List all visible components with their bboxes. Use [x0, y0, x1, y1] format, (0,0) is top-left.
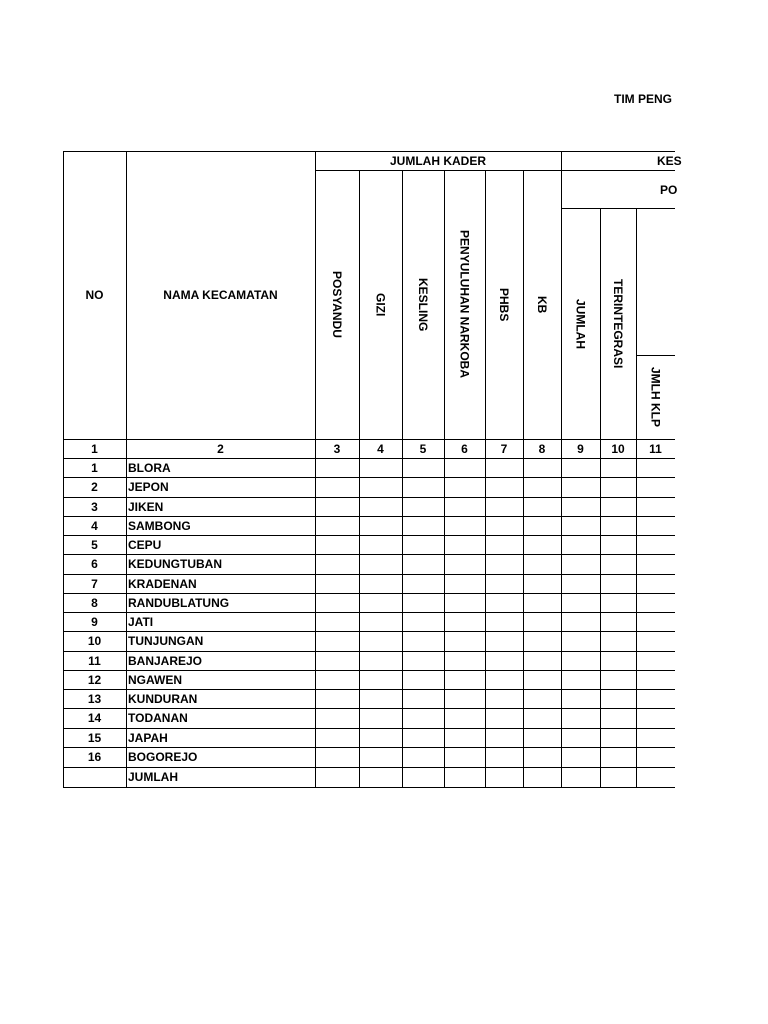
header-kb: KB	[535, 295, 549, 314]
header-kes: KES	[657, 153, 682, 168]
kecamatan-name: KUNDURAN	[128, 691, 198, 706]
kecamatan-name: TODANAN	[128, 710, 188, 725]
row-number: 9	[91, 614, 98, 629]
column-number: 11	[649, 441, 662, 456]
kecamatan-name: JAPAH	[128, 730, 168, 745]
kecamatan-name: NGAWEN	[128, 672, 182, 687]
kecamatan-name: RANDUBLATUNG	[128, 595, 230, 610]
total-label: JUMLAH	[128, 769, 178, 784]
row-number: 14	[87, 710, 102, 725]
header-penyuluhan-narkoba: PENYULUHAN NARKOBA	[457, 230, 472, 379]
header-no: NO	[85, 288, 104, 302]
row-number: 8	[91, 595, 98, 610]
kecamatan-name: KRADENAN	[128, 576, 197, 591]
kecamatan-name: KEDUNGTUBAN	[128, 556, 222, 571]
header-jumlah-kader: JUMLAH KADER	[390, 153, 486, 168]
header-jumlah: JUMLAH	[573, 298, 588, 349]
column-number: 3	[333, 441, 341, 456]
kecamatan-name: JATI	[128, 614, 154, 629]
header-po: PO	[660, 182, 678, 197]
column-number: 1	[91, 441, 98, 456]
header-posyandu: POSYANDU	[330, 271, 344, 338]
kecamatan-name: SAMBONG	[128, 518, 191, 533]
page-title: TIM PENG	[614, 92, 673, 106]
kecamatan-name: CEPU	[128, 537, 162, 552]
kecamatan-name: BANJAREJO	[128, 653, 203, 668]
column-number: 8	[538, 441, 546, 456]
header-phbs: PHBS	[497, 287, 511, 322]
row-number: 6	[91, 556, 98, 571]
kecamatan-name: BOGOREJO	[128, 749, 198, 764]
column-number: 2	[217, 441, 224, 456]
row-number: 3	[91, 499, 98, 514]
row-number: 7	[91, 576, 98, 591]
row-number: 15	[87, 730, 102, 745]
header-jmlh-klp: JMLH KLP	[648, 367, 663, 427]
header-nama-kecamatan: NAMA KECAMATAN	[163, 288, 278, 302]
kecamatan-name: JIKEN	[128, 499, 164, 514]
column-number: 10	[611, 441, 625, 456]
row-number: 10	[87, 633, 102, 648]
column-number: 5	[419, 441, 427, 456]
header-terintegrasi: TERINTEGRASI	[611, 278, 625, 369]
kecamatan-name: JEPON	[128, 479, 169, 494]
row-number: 13	[87, 691, 102, 706]
row-number: 4	[91, 518, 98, 533]
row-number: 1	[91, 460, 98, 475]
row-number: 11	[88, 653, 101, 668]
header-kesling: KESLING	[416, 277, 430, 332]
column-number: 9	[577, 441, 584, 456]
header-gizi: GIZI	[373, 292, 388, 317]
column-number: 7	[500, 441, 508, 456]
row-number: 16	[87, 749, 102, 764]
kecamatan-name: BLORA	[128, 460, 171, 475]
row-number: 2	[91, 479, 98, 494]
row-number: 12	[87, 672, 102, 687]
kecamatan-name: TUNJUNGAN	[128, 633, 204, 648]
row-number: 5	[91, 537, 98, 552]
column-number: 6	[461, 441, 468, 456]
column-number: 4	[377, 441, 384, 456]
